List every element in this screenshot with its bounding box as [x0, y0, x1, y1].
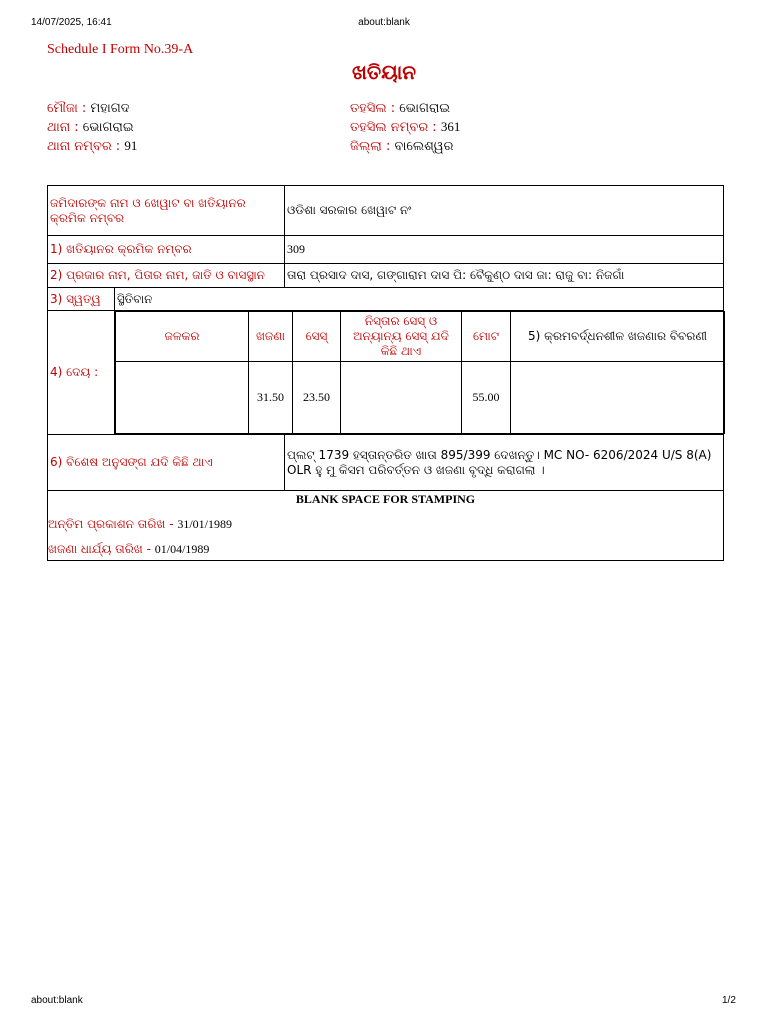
header-ses: ସେସ୍ — [293, 312, 341, 362]
tax-date-label: ଖଜଣା ଧାର୍ଯ୍ୟ ତାରିଖ - — [48, 542, 155, 556]
table-row — [48, 264, 724, 288]
page-number: 1/2 — [722, 995, 736, 1006]
khatiyan-table — [47, 185, 724, 561]
khatiyan-serial-value: 309 — [285, 236, 724, 264]
page-title: ଖତିୟାନ — [351, 60, 417, 84]
footer-url: about:blank — [31, 995, 83, 1006]
thana-line — [47, 118, 137, 137]
publication-date-value: 31/01/1989 — [177, 517, 233, 531]
tax-date-line — [48, 542, 723, 557]
value-mot: 55.00 — [462, 362, 511, 434]
table-row — [48, 288, 724, 311]
value-jalakar — [116, 362, 249, 434]
special-remarks-value: ପ୍ଲଟ୍ 1739 ହସ୍ତାନ୍ତରିତ ଖାତା 895/399 ଦେଖନ୍ତୁ। MC NO- 6206/2024 U/S 8(A) OLR ହୁ ମୁ କିସମ ପରିବର୍ତ୍ତନ ଓ ଖଜଣା ବୃଦ୍ଧି କରାଗଲା । — [285, 435, 724, 491]
location-right — [350, 99, 460, 156]
mouza-label: ମୌଜା : — [47, 101, 91, 116]
tenant-value: ତାରା ପ୍ରସାଦ ଦାସ, ଗଙ୍ଗାରାମ ଦାସ ପି: ବୈକୁଣ୍ଠ ଦାସ ଜା: ରାଜୁ ବା: ନିଜଗାଁ — [285, 264, 724, 288]
table-row — [48, 236, 724, 264]
value-khajana: 31.50 — [249, 362, 293, 434]
print-url: about:blank — [358, 17, 410, 28]
value-krama — [511, 362, 725, 434]
dues-value-row — [116, 362, 725, 434]
dues-label: 4) ଦେୟ : — [48, 311, 115, 435]
value-ses: 23.50 — [293, 362, 341, 434]
thana-no-label: ଥାନା ନମ୍ବର : — [47, 139, 125, 154]
publication-date-line — [48, 517, 723, 532]
mouza-value: ମହାଗଦ — [90, 100, 130, 115]
tahasil-line — [350, 99, 460, 118]
header-krama: 5) କ୍ରମବର୍ଦ୍ଧନଶୀଳ ଖଜଣାର ବିବରଣୀ — [511, 312, 725, 362]
table-row — [48, 311, 724, 435]
dues-header-row — [116, 312, 725, 362]
header-mot: ମୋଟ — [462, 312, 511, 362]
tahasil-no-value: 361 — [440, 119, 461, 134]
khatiyan-serial-label: 1) ଖତିୟାନର କ୍ରମିକ ନମ୍ବର — [48, 236, 285, 264]
publication-date-label: ଅନ୍ତିମ ପ୍ରକାଶନ ତାରିଖ - — [48, 517, 178, 531]
dues-table — [115, 311, 725, 434]
print-timestamp: 14/07/2025, 16:41 — [31, 17, 112, 28]
district-label: ଜିଲ୍ଲା : — [350, 139, 395, 154]
tahasil-no-line — [350, 118, 460, 137]
stamp-cell — [48, 491, 724, 561]
tahasil-no-label: ତହସିଲ ନମ୍ବର : — [350, 120, 441, 135]
header-nistar-ses: ନିସ୍ତାର ସେସ୍ ଓ ଅନ୍ୟାନ୍ୟ ସେସ୍ ଯଦି କିଛି ଥାଏ — [341, 312, 462, 362]
table-row — [48, 186, 724, 236]
tenant-label: 2) ପ୍ରଜାର ନାମ, ପିତାର ନାମ, ଜାତି ଓ ବାସସ୍ଥାନ — [48, 264, 285, 288]
value-nistar-ses — [341, 362, 462, 434]
header-khajana: ଖଜଣା — [249, 312, 293, 362]
district-value: ବାଲେଶ୍ୱର — [394, 138, 454, 153]
tahasil-label: ତହସିଲ : — [350, 101, 400, 116]
header-jalakar: ଜଳକର — [116, 312, 249, 362]
schedule-form-label: Schedule I Form No.39-A — [47, 42, 194, 57]
tahasil-value: ଭୋଗରାଇ — [399, 100, 451, 115]
dues-cell — [115, 311, 724, 435]
thana-no-value: 91 — [124, 138, 138, 153]
tax-date-value: 01/04/1989 — [154, 542, 210, 556]
right-value: ସ୍ଥିତିବାନ — [115, 288, 724, 311]
special-remarks-label: 6) ବିଶେଷ ଅନୁସଙ୍ଗ ଯଦି କିଛି ଥାଏ — [48, 435, 285, 491]
right-label: 3) ସ୍ୱତ୍ୱ — [48, 288, 115, 311]
landlord-value: ଓଡିଶା ସରକାର ଖେୱାଟ ନଂ — [285, 186, 724, 236]
stamp-space-label: BLANK SPACE FOR STAMPING — [295, 492, 476, 506]
district-line — [350, 137, 460, 156]
landlord-label: ଜମିଦାରଙ୍କ ନାମ ଓ ଖେୱାଟ ବା ଖତିୟାନର କ୍ରମିକ ନମ୍ବର — [48, 186, 285, 236]
table-row — [48, 435, 724, 491]
table-row — [48, 491, 724, 561]
mouza-line — [47, 99, 137, 118]
thana-no-line — [47, 137, 137, 156]
thana-label: ଥାନା : — [47, 120, 83, 135]
location-left — [47, 99, 137, 156]
thana-value: ଭୋଗରାଇ — [82, 119, 134, 134]
